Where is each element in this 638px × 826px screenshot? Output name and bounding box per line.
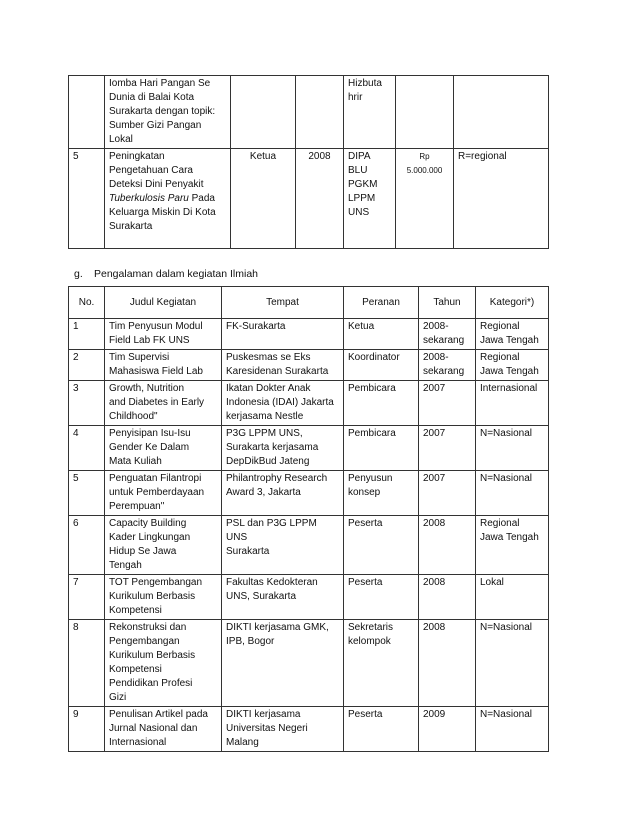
activity-title-text: Growth, Nutrition and Diabetes in Early Childhood" (109, 383, 205, 422)
year (419, 381, 476, 426)
category (476, 350, 549, 381)
header-kategori: Kategori*) (476, 287, 549, 319)
section-letter: g. (74, 268, 83, 280)
year (419, 350, 476, 381)
row-number (69, 707, 105, 752)
role-text: Koordinator (348, 352, 400, 363)
title-italic-part: Tuberkulosis Paru (109, 193, 189, 204)
activity-title (105, 707, 222, 752)
role (344, 707, 419, 752)
table-row (69, 575, 549, 620)
venue (222, 381, 344, 426)
role (344, 319, 419, 350)
category (476, 471, 549, 516)
role-text: Penyusun konsep (348, 473, 393, 498)
table-row (69, 620, 549, 707)
venue (222, 575, 344, 620)
year (419, 516, 476, 575)
scientific-activity-table (68, 286, 549, 752)
year-text: 2008- sekarang (423, 352, 465, 377)
year (419, 707, 476, 752)
row-number-text: 6 (73, 518, 79, 529)
role: Ketua (231, 149, 296, 249)
venue (222, 707, 344, 752)
role (344, 426, 419, 471)
role (344, 575, 419, 620)
activity-title (105, 575, 222, 620)
header-judul: Judul Kegiatan (105, 287, 222, 319)
activity-title-text: Rekonstruksi dan Pengembangan Kurikulum Berbasis Kompetensi Pendidikan Profesi Gizi (109, 622, 196, 703)
venue-text: DIKTI kerjasama GMK, IPB, Bogor (226, 622, 329, 647)
year (419, 426, 476, 471)
category (476, 575, 549, 620)
row-number-text: 3 (73, 383, 79, 394)
venue (222, 350, 344, 381)
activity-title (105, 149, 231, 249)
activity-title: Iomba Hari Pangan Se Dunia di Balai Kota Surakarta dengan topik: Sumber Gizi Pangan Lokal (105, 76, 231, 149)
table-row (69, 471, 549, 516)
year-text: 2007 (423, 383, 446, 394)
role-text: Peserta (348, 709, 383, 720)
table-row (69, 381, 549, 426)
activity-title (105, 471, 222, 516)
venue (222, 516, 344, 575)
year: 2008 (296, 149, 344, 249)
venue-text: Ikatan Dokter Anak Indonesia (IDAI) Jakarta kerjasama Nestle (226, 383, 334, 422)
activity-title (105, 381, 222, 426)
top-table (68, 75, 549, 249)
header-peranan: Peranan (344, 287, 419, 319)
venue (222, 620, 344, 707)
table-row (69, 707, 549, 752)
role (344, 516, 419, 575)
role-text: Pembicara (348, 383, 396, 394)
table-row (69, 149, 549, 249)
row-number-text: 4 (73, 428, 79, 439)
category (476, 620, 549, 707)
table-row (69, 426, 549, 471)
row-number (69, 620, 105, 707)
activity-title (105, 426, 222, 471)
category-text: N=Nasional (480, 428, 532, 439)
year-text: 2009 (423, 709, 446, 720)
activity-title-text: Tim Supervisi Mahasiswa Field Lab (109, 352, 203, 377)
venue-text: P3G LPPM UNS, Surakarta kerjasama DepDikBud Jateng (226, 428, 319, 467)
funding-amount: Rp 5.000.000 (396, 149, 454, 249)
funding-source: Hizbuta hrir (344, 76, 396, 149)
row-number-text: 1 (73, 321, 79, 332)
row-number (69, 516, 105, 575)
category-text: Regional Jawa Tengah (480, 518, 539, 543)
year (419, 620, 476, 707)
year-text: 2008 (423, 622, 446, 633)
title-part: Pada Keluarga Miskin Di Kota Surakarta (109, 193, 216, 232)
year (419, 575, 476, 620)
row-number (69, 575, 105, 620)
row-number-text: 9 (73, 709, 79, 720)
role-text: Ketua (348, 321, 375, 332)
header-no: No. (69, 287, 105, 319)
header-tahun: Tahun (419, 287, 476, 319)
year (296, 76, 344, 149)
year-text: 2008 (423, 577, 446, 588)
category (476, 426, 549, 471)
venue-text: DIKTI kerjasama Universitas Negeri Malang (226, 709, 308, 748)
venue (222, 471, 344, 516)
activity-title-text: Capacity Building Kader Lingkungan Hidup Se Jawa Tengah (109, 518, 191, 571)
role-text: Peserta (348, 518, 383, 529)
venue (222, 426, 344, 471)
role (344, 620, 419, 707)
activity-title-text: Penyisipan Isu-Isu Gender Ke Dalam Mata Kuliah (109, 428, 191, 467)
year-text: 2007 (423, 473, 446, 484)
table-row (69, 319, 549, 350)
table-row (69, 516, 549, 575)
venue-text: Puskesmas se Eks Karesidenan Surakarta (226, 352, 329, 377)
category-text: N=Nasional (480, 709, 532, 720)
venue-text: Philantrophy Research Award 3, Jakarta (226, 473, 328, 498)
category (454, 76, 549, 149)
row-number (69, 381, 105, 426)
activity-title-text: Penguatan Filantropi untuk Pemberdayaan Perempuan" (109, 473, 205, 512)
activity-title (105, 516, 222, 575)
activity-title (105, 620, 222, 707)
category (476, 381, 549, 426)
row-number (69, 471, 105, 516)
role (344, 350, 419, 381)
year-text: 2008 (423, 518, 446, 529)
category: R=regional (454, 149, 549, 249)
header-tempat: Tempat (222, 287, 344, 319)
activity-title-text: Penulisan Artikel pada Jurnal Nasional dan Internasional (109, 709, 208, 748)
category-text: Lokal (480, 577, 504, 588)
role (231, 76, 296, 149)
row-number-text: 8 (73, 622, 79, 633)
role (344, 381, 419, 426)
category-text: Regional Jawa Tengah (480, 321, 539, 346)
venue-text: FK-Surakarta (226, 321, 286, 332)
row-number (69, 76, 105, 149)
category-text: N=Nasional (480, 473, 532, 484)
year-text: 2008- sekarang (423, 321, 465, 346)
year (419, 471, 476, 516)
section-title: Pengalaman dalam kegiatan Ilmiah (94, 268, 259, 280)
table-row (69, 76, 549, 149)
role-text: Pembicara (348, 428, 396, 439)
category-text: Internasional (480, 383, 538, 394)
activity-title (105, 350, 222, 381)
category (476, 707, 549, 752)
venue-text: Fakultas Kedokteran UNS, Surakarta (226, 577, 318, 602)
activity-title-text: Tim Penyusun Modul Field Lab FK UNS (109, 321, 203, 346)
row-number-text: 7 (73, 577, 79, 588)
category-text: N=Nasional (480, 622, 532, 633)
table-row (69, 350, 549, 381)
category-text: Regional Jawa Tengah (480, 352, 539, 377)
funding-amount (396, 76, 454, 149)
activity-title (105, 319, 222, 350)
row-number (69, 319, 105, 350)
category (476, 516, 549, 575)
row-number-text: 2 (73, 352, 79, 363)
row-number (69, 426, 105, 471)
header-row (69, 287, 549, 319)
venue-text: PSL dan P3G LPPM UNS Surakarta (226, 518, 317, 557)
row-number-text: 5 (73, 473, 79, 484)
role-text: Peserta (348, 577, 383, 588)
venue (222, 319, 344, 350)
section-heading (74, 268, 258, 280)
row-number (69, 350, 105, 381)
funding-source: DIPA BLU PGKM LPPM UNS (344, 149, 396, 249)
category (476, 319, 549, 350)
activity-title-text: TOT Pengembangan Kurikulum Berbasis Kompetensi (109, 577, 203, 616)
title-part: Peningkatan Pengetahuan Cara Deteksi Dini Penyakit (109, 151, 204, 190)
row-number: 5 (69, 149, 105, 249)
year (419, 319, 476, 350)
year-text: 2007 (423, 428, 446, 439)
role (344, 471, 419, 516)
role-text: Sekretaris kelompok (348, 622, 394, 647)
